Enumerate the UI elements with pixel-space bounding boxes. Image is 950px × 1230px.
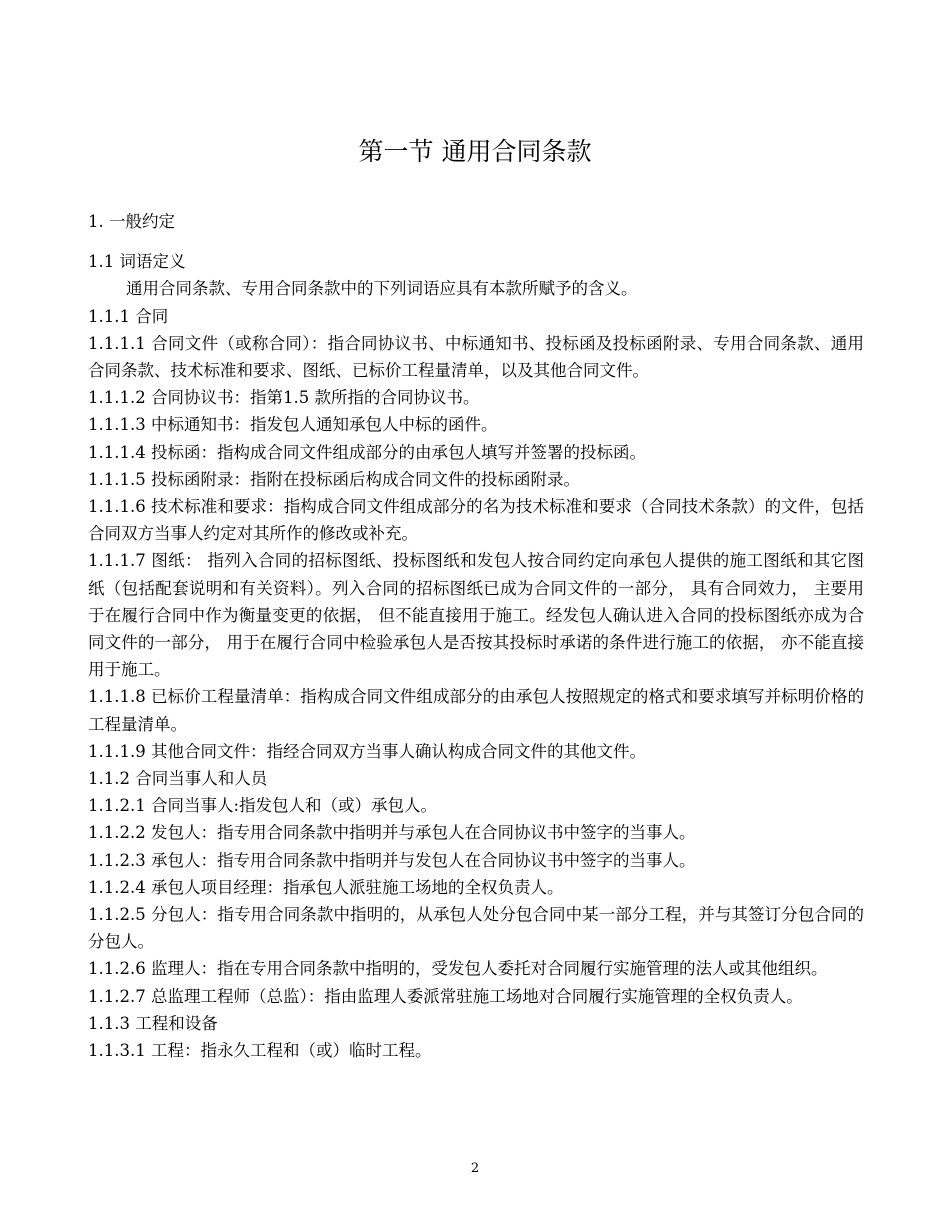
clause-1-1-1-3: 1.1.1.3 中标通知书：指发包人通知承包人中标的函件。 (88, 415, 498, 435)
definitions-intro: 通用合同条款、专用合同条款中的下列词语应具有本款所赋予的含义。 (126, 279, 638, 299)
clause-1-1-1-6: 1.1.1.6 技术标准和要求：指构成合同文件组成部分的名为技术标准和要求（合同技术条款）的文件，包括合同双方当事人约定对其所作的修改或补充。 (88, 497, 864, 544)
heading-definitions: 1.1 词语定义 (88, 252, 186, 272)
clause-1-1-2-7: 1.1.2.7 总监理工程师（总监）：指由监理人委派常驻施工场地对合同履行实施管理的全权负责人。 (88, 986, 803, 1006)
clause-1-1-2-1: 1.1.2.1 合同当事人:指发包人和（或）承包人。 (88, 796, 438, 816)
clause-1-1-1-2: 1.1.1.2 合同协议书：指第1.5 款所指的合同协议书。 (88, 388, 480, 408)
clause-1-1-2-2: 1.1.2.2 发包人：指专用合同条款中指明并与承包人在合同协议书中签字的当事人。 (88, 823, 696, 843)
heading-parties-and-personnel: 1.1.2 合同当事人和人员 (88, 769, 268, 789)
clause-1-1-2-6: 1.1.2.6 监理人：指在专用合同条款中指明的，受发包人委托对合同履行实施管理的法人或其他组织。 (88, 959, 828, 979)
clause-1-1-1-8: 1.1.1.8 已标价工程量清单：指构成合同文件组成部分的由承包人按照规定的格式和要求填写并标明价格的工程量清单。 (88, 687, 864, 734)
clause-1-1-1-5: 1.1.1.5 投标函附录：指附在投标函后构成合同文件的投标函附录。 (88, 469, 580, 489)
clause-1-1-2-4: 1.1.2.4 承包人项目经理：指承包人派驻施工场地的全权负责人。 (88, 877, 564, 897)
clause-1-1-1-7: 1.1.1.7 图纸： 指列入合同的招标图纸、投标图纸和发包人按合同约定向承包人提供的施工图纸和其它图纸（包括配套说明和有关资料）。列入合同的招标图纸已成为合同文件的一部分， 具有合同效力， 主要用于在履行合同中作为衡量变更的依据， 但不能直接用于施工。经发包人确认进入合同的投标图纸亦成为合同文件的一部分， 用于在履行合同中检验承包人是否按其投标时承诺的条件进行施工的依据， 亦不能直接用于施工。 (88, 551, 864, 680)
clause-1-1-2-3: 1.1.2.3 承包人：指专用合同条款中指明并与发包人在合同协议书中签字的当事人。 (88, 850, 696, 870)
document-body (88, 208, 864, 1064)
heading-works-and-equipment: 1.1.3 工程和设备 (88, 1013, 218, 1033)
heading-contract: 1.1.1 合同 (88, 306, 169, 326)
heading-general-provisions: 1. 一般约定 (88, 212, 175, 231)
clause-1-1-3-1: 1.1.3.1 工程：指永久工程和（或）临时工程。 (88, 1041, 432, 1061)
clause-1-1-1-4: 1.1.1.4 投标函：指构成合同文件组成部分的由承包人填写并签署的投标函。 (88, 442, 646, 462)
clause-1-1-1-9: 1.1.1.9 其他合同文件：指经合同双方当事人确认构成合同文件的其他文件。 (88, 741, 646, 761)
clause-1-1-1-1: 1.1.1.1 合同文件（或称合同）：指合同协议书、中标通知书、投标函及投标函附录、专用合同条款、通用合同条款、技术标准和要求、图纸、已标价工程量清单，以及其他合同文件。 (88, 333, 864, 381)
page-number: 2 (470, 1161, 480, 1176)
section-title: 第一节 通用合同条款 (358, 137, 592, 166)
clause-1-1-2-5: 1.1.2.5 分包人：指专用合同条款中指明的，从承包人处分包合同中某一部分工程，并与其签订分包合同的分包人。 (88, 905, 864, 952)
